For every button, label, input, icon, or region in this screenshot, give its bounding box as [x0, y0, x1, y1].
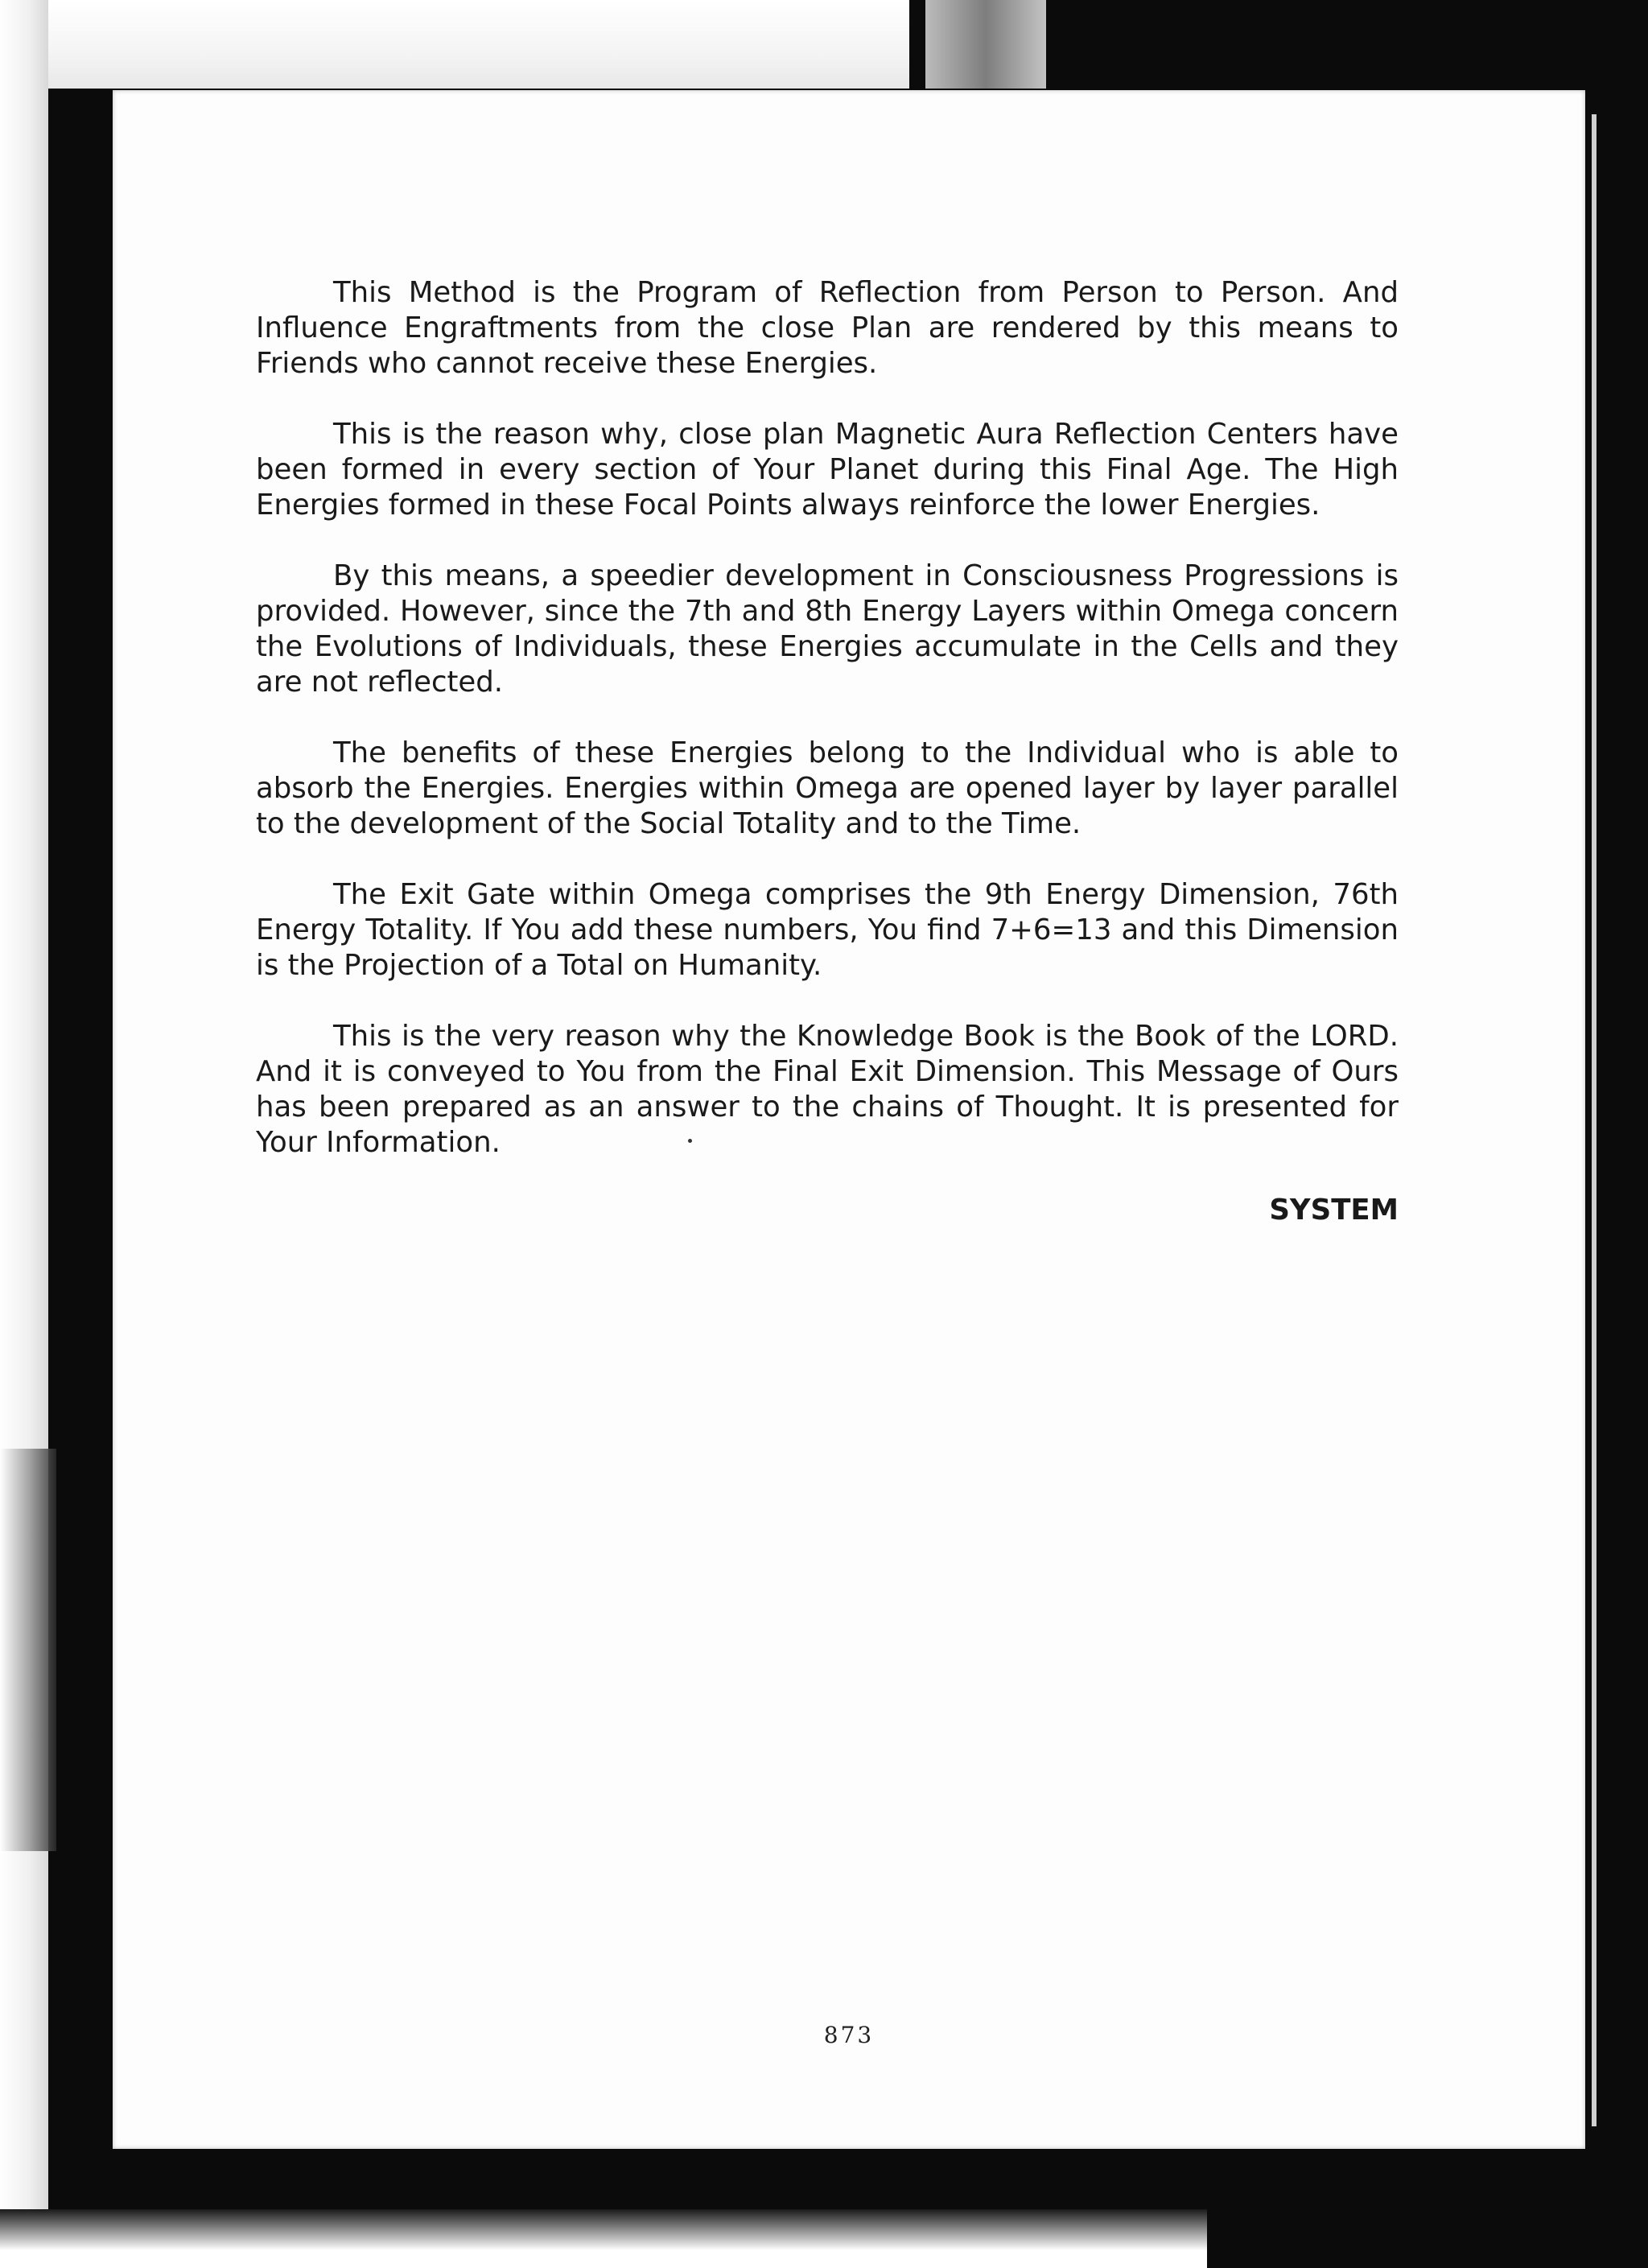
- scan-left-margin: [0, 0, 48, 2268]
- book-page: [113, 90, 1585, 2149]
- paragraph: The Exit Gate within Omega comprises the 9th Energy Dimension, 76th Energy Totality. If You add these numbers, You find 7+6=13 and this Dimension is the Projection of a Total on Humanity.: [256, 878, 1399, 982]
- stray-mark: [688, 1139, 692, 1143]
- scan-bottom-margin: [0, 2209, 1207, 2268]
- paragraph: This Method is the Program of Reflection from Person to Person. And Influence Engraftments from the close Plan are rendered by this means to Friends who cannot receive these Energies.: [256, 276, 1399, 380]
- scan-top-artifact: [925, 0, 1046, 89]
- scan-left-artifact: [0, 1449, 56, 1851]
- signature: SYSTEM: [1269, 1194, 1399, 1227]
- paragraph: By this means, a speedier development in Consciousness Progressions is provided. However, since the 7th and 8th Energy Layers within Omega concern the Evolutions of Individuals, these Energies accumulate in the Cells and they are not reflected.: [256, 559, 1399, 699]
- paragraph: This is the reason why, close plan Magnetic Aura Reflection Centers have been formed in every section of Your Planet during this Final Age. The High Energies formed in these Focal Points always reinforce the lower Energies.: [256, 418, 1399, 522]
- paragraph: The benefits of these Energies belong to the Individual who is able to absorb the Energies. Energies within Omega are opened layer by layer parallel to the development of the Social Totality and to the Time.: [256, 736, 1399, 840]
- paragraph: This is the very reason why the Knowledge Book is the Book of the LORD. And it is conveyed to You from the Final Exit Dimension. This Message of Ours has been prepared as an answer to the chains of Thought. It is presented for Your Information.: [256, 1020, 1399, 1159]
- page-number: 873: [823, 2022, 875, 2048]
- page-body: [256, 275, 1399, 1228]
- page-edge: [1592, 114, 1596, 2126]
